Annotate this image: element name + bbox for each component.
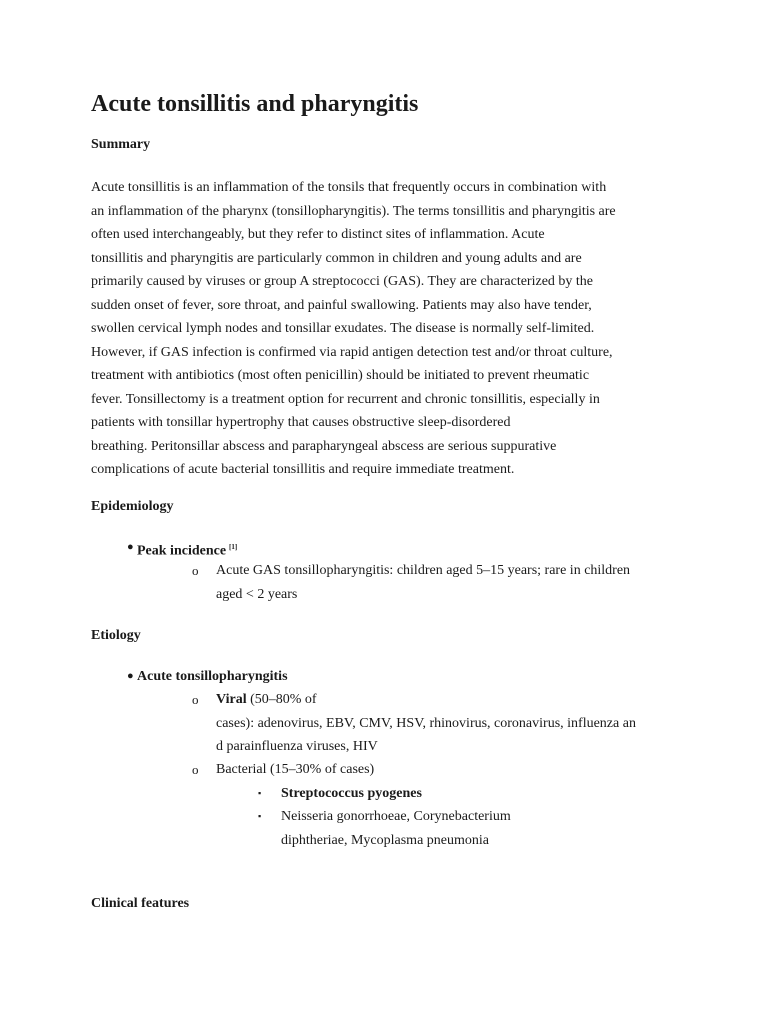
viral-detail-line: d parainfluenza viruses, HIV [216,739,378,754]
summary-line: breathing. Peritonsillar abscess and parapharyngeal abscess are serious suppurative [91,438,557,454]
summary-line: an inflammation of the pharynx (tonsillopharyngitis). The terms tonsillitis and pharyngitis are [91,203,616,219]
page-title: Acute tonsillitis and pharyngitis [91,91,419,117]
summary-line: often used interchangeably, but they refer to distinct sites of inflammation. Acute [91,227,545,242]
summary-line: treatment with antibiotics (most often penicillin) should be initiated to prevent rheumatic [91,368,590,383]
summary-heading: Summary [91,137,151,152]
other-bacteria-line: Neisseria gonorrhoeae, Corynebacterium [281,809,511,824]
etiology-heading: Etiology [91,628,141,643]
other-bacteria-line: diphtheriae, Mycoplasma pneumonia [281,832,489,848]
summary-line: complications of acute bacterial tonsillitis and require immediate treatment. [91,462,515,477]
clinical-features-heading: Clinical features [91,896,190,911]
bacterial-line: Bacterial (15–30% of cases) [216,762,375,777]
strep-line: Streptococcus pyogenes [281,786,422,801]
summary-line: sudden onset of fever, sore throat, and painful swallowing. Patients may also have tender, [91,297,592,313]
summary-line: patients with tonsillar hypertrophy that causes obstructive sleep-disordered [91,415,511,430]
reference-link[interactable]: [1] [229,543,238,551]
summary-line: Acute tonsillitis is an inflammation of the tonsils that frequently occurs in combination with [91,180,607,195]
peak-incidence-label: Peak incidence [137,543,227,559]
bullet-dot-icon: ● [127,541,134,553]
summary-line: However, if GAS infection is confirmed via rapid antigen detection test and/or throat culture, [91,344,613,360]
summary-paragraph [91,176,691,482]
epidemiology-sub-line: aged < 2 years [216,586,298,602]
square-bullet-icon: ▪ [258,811,262,821]
viral-line [216,688,317,712]
summary-line: primarily caused by viruses or group A streptococci (GAS). They are characterized by the [91,274,594,289]
viral-rest: (50–80% of [246,692,317,707]
epidemiology-sub-line: Acute GAS tonsillopharyngitis: children aged 5–15 years; rare in children [216,563,631,578]
viral-label: Viral [216,692,247,707]
viral-detail-line: cases): adenovirus, EBV, CMV, HSV, rhinovirus, coronavirus, influenza an [216,715,636,731]
bullet-dot-icon: ● [127,670,134,682]
summary-line: tonsillitis and pharyngitis are particularly common in children and young adults and are [91,250,582,266]
etiology-bullet: Acute tonsillopharyngitis [137,669,288,684]
epidemiology-heading: Epidemiology [91,499,174,514]
summary-line: fever. Tonsillectomy is a treatment option for recurrent and chronic tonsillitis, especially in [91,391,600,407]
sub-bullet-circle-icon: o [192,762,199,777]
sub-bullet-circle-icon: o [192,692,199,707]
sub-bullet-circle-icon: o [192,563,199,578]
summary-line: swollen cervical lymph nodes and tonsillar exudates. The disease is normally self-limited. [91,321,595,336]
square-bullet-icon: ▪ [258,788,262,798]
